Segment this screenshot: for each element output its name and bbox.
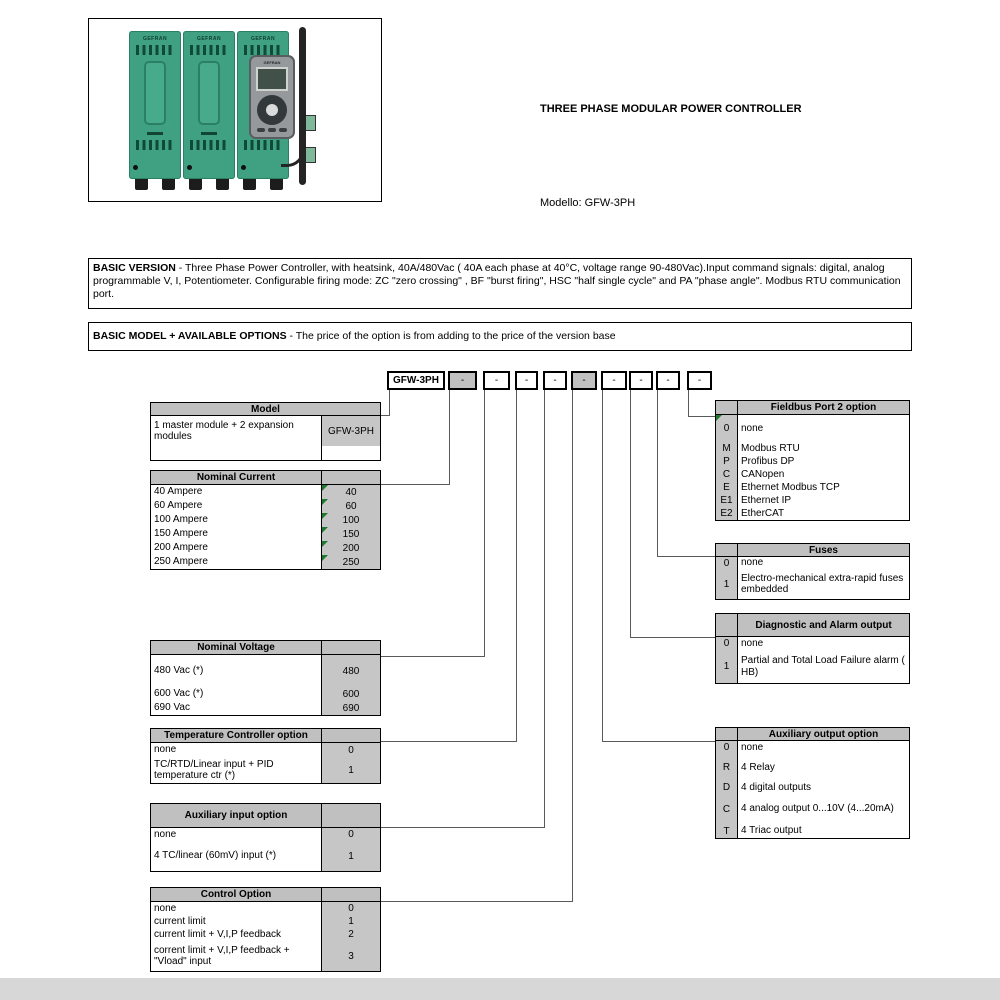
option-label-cell: 4 analog output 0...10V (4...20mA) [741,803,894,815]
option-value-cell: 60 [321,499,380,513]
option-label-cell: none [154,744,177,756]
table-header [151,729,380,743]
order-code-separator-box-6: - [601,371,627,390]
option-label-cell: 1 master module + 2 expansion modules [154,419,294,442]
option-label-cell: none [741,637,764,649]
table-header [151,641,380,655]
fuses-table [715,543,910,600]
brand-label: GEFRAN [142,36,168,42]
order-code-separator-box-3: - [515,371,538,390]
option-label-cell: 690 Vac [154,702,190,714]
table-header [716,728,909,741]
option-code-cell: P [716,455,738,468]
programmer-screen [256,67,288,91]
connector-line [657,556,716,557]
option-code-cell: R [716,754,738,781]
temperature-controller-option-table [150,728,381,784]
auxiliary-input-option-table [150,803,381,872]
basic-model-label: BASIC MODEL + AVAILABLE OPTIONS [93,330,287,343]
option-label-cell: Ethernet Modbus TCP [741,481,840,493]
option-label-cell: 250 Ampere [154,556,208,568]
table-row [716,415,909,442]
table-row [716,781,909,794]
table-row [716,569,909,599]
option-label-cell: none [741,741,764,753]
module-panel [198,61,220,125]
option-value-cell: 200 [321,541,380,555]
connector-line [381,901,573,902]
option-label-cell: Profibus DP [741,455,795,467]
table-row [716,794,909,824]
option-value-cell: 250 [321,555,380,569]
connector-line [381,484,450,485]
option-value-cell: 100 [321,513,380,527]
option-value-cell: 1 [321,757,380,783]
connector-line [630,390,631,638]
connector-line [381,656,485,657]
terminal-connector [305,115,316,131]
table-row [151,701,380,715]
table-row [716,442,909,455]
option-label-cell [151,446,321,460]
table-row [151,743,380,757]
handheld-programmer [249,55,295,139]
order-code-separator-box-9: - [687,371,712,390]
option-code-cell: T [716,824,738,838]
table-row [716,557,909,569]
table-row [151,499,380,513]
table-title: Nominal Voltage [197,642,275,653]
option-label-cell: current limit [154,915,206,927]
annotation-marker-icon [322,541,328,547]
table-header [151,888,380,902]
table-title: Model [251,403,280,415]
option-value-cell [321,446,380,460]
option-value-cell: 150 [321,527,380,541]
cable [299,27,306,185]
nominal-voltage-table [150,640,381,716]
table-header [151,403,380,416]
option-label-cell: Electro-mechanical extra-rapid fuses embedded [741,572,904,595]
terminal-connector [305,147,316,163]
table-title: Auxiliary output option [768,728,879,740]
option-code-cell: C [716,468,738,481]
option-code-cell: 0 [716,415,738,442]
connector-line [602,390,603,742]
table-title: Diagnostic and Alarm output [755,619,892,631]
table-row [151,655,380,687]
connector-line [544,390,545,828]
option-label-cell: current limit + V,I,P feedback [154,928,282,940]
option-value-cell: 1 [321,915,380,928]
programmer-keypad [257,95,287,125]
table-row [151,446,380,460]
option-code-cell: 0 [716,637,738,650]
option-value-cell: 0 [321,743,380,757]
table-row [716,824,909,838]
basic-version-description [88,258,912,309]
table-row [716,481,909,494]
order-code-separator-box-1: - [448,371,477,390]
model-subtitle: Modello: GFW-3PH [540,197,636,209]
table-header [716,544,909,557]
power-module-1 [129,31,181,179]
option-value-cell: 0 [321,828,380,841]
table-header [151,804,380,828]
fieldbus-port2-option-table [715,400,910,521]
diagnostic-alarm-output-table [715,613,910,684]
table-row [716,741,909,754]
connector-line [630,637,716,638]
table-row [716,507,909,520]
control-option-table [150,887,381,972]
table-title: Auxiliary input option [184,810,288,821]
table-row [151,541,380,555]
connector-line [484,390,485,657]
basic-model-text: - The price of the option is from adding to the price of the version base [286,330,616,343]
option-label-cell: TC/RTD/Linear input + PID temperature ctr (*) [154,758,274,781]
annotation-marker-icon [322,485,328,491]
table-title: Temperature Controller option [164,730,308,741]
table-title: Nominal Current [196,472,276,483]
option-label-cell: 150 Ampere [154,528,208,540]
connector-line [381,415,390,416]
basic-version-text: - Three Phase Power Controller, with heatsink, 40A/480Vac ( 40A each phase at 40°C, voltage range 90-480Vac).Input command signals: digital, analog programmable V, I, Potentiometer. Configurable firing mode: ZC "zero crossing" , BF "burst firing", HSC "half single cycle" and PA "phase angle". Modbus RTU communication port. [93,262,901,300]
connector-line [389,390,390,416]
option-code-cell: C [716,794,738,824]
option-label-cell: Modbus RTU [741,442,800,454]
table-row [716,494,909,507]
order-code-separator-box-4: - [543,371,567,390]
order-code-separator-box-8: - [656,371,680,390]
option-value-cell: GFW-3PH [321,416,380,446]
model-table [150,402,381,461]
option-label-cell: EtherCAT [741,507,785,519]
connector-line [602,741,716,742]
option-label-cell: Ethernet IP [741,494,792,506]
table-header [716,614,909,637]
option-code-cell: 0 [716,557,738,569]
module-panel [144,61,166,125]
table-row [151,841,380,871]
option-code-cell: E1 [716,494,738,507]
basic-version-label: BASIC VERSION [93,262,176,274]
table-row [151,915,380,928]
table-row [151,757,380,783]
option-code-cell: M [716,442,738,455]
table-row [716,637,909,650]
option-code-cell: 1 [716,650,738,683]
option-code-cell: D [716,781,738,794]
annotation-marker-icon [322,527,328,533]
option-value-cell: 40 [321,485,380,499]
nominal-current-table [150,470,381,570]
annotation-marker-icon [716,415,722,421]
table-title: Fieldbus Port 2 option [770,402,877,413]
option-code-cell: E2 [716,507,738,520]
option-value-cell: 1 [321,841,380,871]
table-row [151,828,380,841]
power-module-2 [183,31,235,179]
table-header [151,471,380,485]
table-row [151,416,380,446]
option-label-cell: Partial and Total Load Failure alarm ( HB) [741,655,905,678]
option-code-cell: E [716,481,738,494]
connector-line [688,416,716,417]
option-label-cell: 480 Vac (*) [154,665,204,677]
option-code-cell: 0 [716,741,738,754]
connector-line [381,741,517,742]
order-code-separator-box-2: - [483,371,510,390]
connector-line [688,390,689,417]
table-row [151,902,380,915]
table-title: Control Option [200,889,272,900]
order-code-separator-box-7: - [629,371,653,390]
table-row [151,928,380,941]
option-value-cell: 3 [321,941,380,971]
option-value-cell: 600 [321,687,380,701]
brand-label: GEFRAN [196,36,222,42]
option-value-cell: 480 [321,655,380,687]
auxiliary-output-option-table [715,727,910,839]
option-label-cell: 60 Ampere [154,500,203,512]
table-row [151,513,380,527]
annotation-marker-icon [322,499,328,505]
vent-slots [190,45,228,55]
option-value-cell: 0 [321,902,380,915]
table-row [151,941,380,971]
option-label-cell: none [154,828,177,840]
order-code-separator-box-5: - [571,371,597,390]
brand-label: GEFRAN [250,36,276,42]
option-label-cell: 40 Ampere [154,486,203,498]
table-row [151,527,380,541]
product-photo [88,18,382,202]
brand-label: GEFRAN [263,60,281,65]
annotation-marker-icon [322,555,328,561]
option-label-cell: 4 TC/linear (60mV) input (*) [154,850,277,862]
table-row [151,687,380,701]
option-label-cell: none [741,557,764,569]
option-code-cell: 1 [716,569,738,599]
option-label-cell: 4 digital outputs [741,781,812,793]
connector-line [449,390,450,485]
option-label-cell: 200 Ampere [154,542,208,554]
vent-slots [136,45,174,55]
option-label-cell: CANopen [741,468,785,480]
page-footer-strip [0,978,1000,1000]
connector-line [657,390,658,557]
option-value-cell: 690 [321,701,380,715]
page-title: THREE PHASE MODULAR POWER CONTROLLER [540,103,802,115]
option-label-cell: none [154,902,177,914]
option-label-cell: 600 Vac (*) [154,688,204,700]
option-label-cell: none [741,422,764,434]
connector-line [381,827,545,828]
connector-line [572,390,573,902]
annotation-marker-icon [322,513,328,519]
option-label-cell: 4 Relay [741,761,775,773]
option-label-cell: 100 Ampere [154,514,208,526]
table-row [151,485,380,499]
order-code-model-box: GFW-3PH [387,371,445,390]
table-title: Fuses [809,544,838,556]
table-row [716,754,909,781]
vent-slots [244,45,282,55]
basic-model-options-note [88,322,912,351]
table-row [151,555,380,569]
option-value-cell: 2 [321,928,380,941]
connector-line [516,390,517,742]
table-row [716,468,909,481]
option-label-cell: corrent limit + V,I,P feedback + "Vload" input [154,944,290,967]
table-row [716,455,909,468]
option-label-cell: 4 Triac output [741,825,802,837]
table-header [716,401,909,415]
table-row [716,650,909,683]
